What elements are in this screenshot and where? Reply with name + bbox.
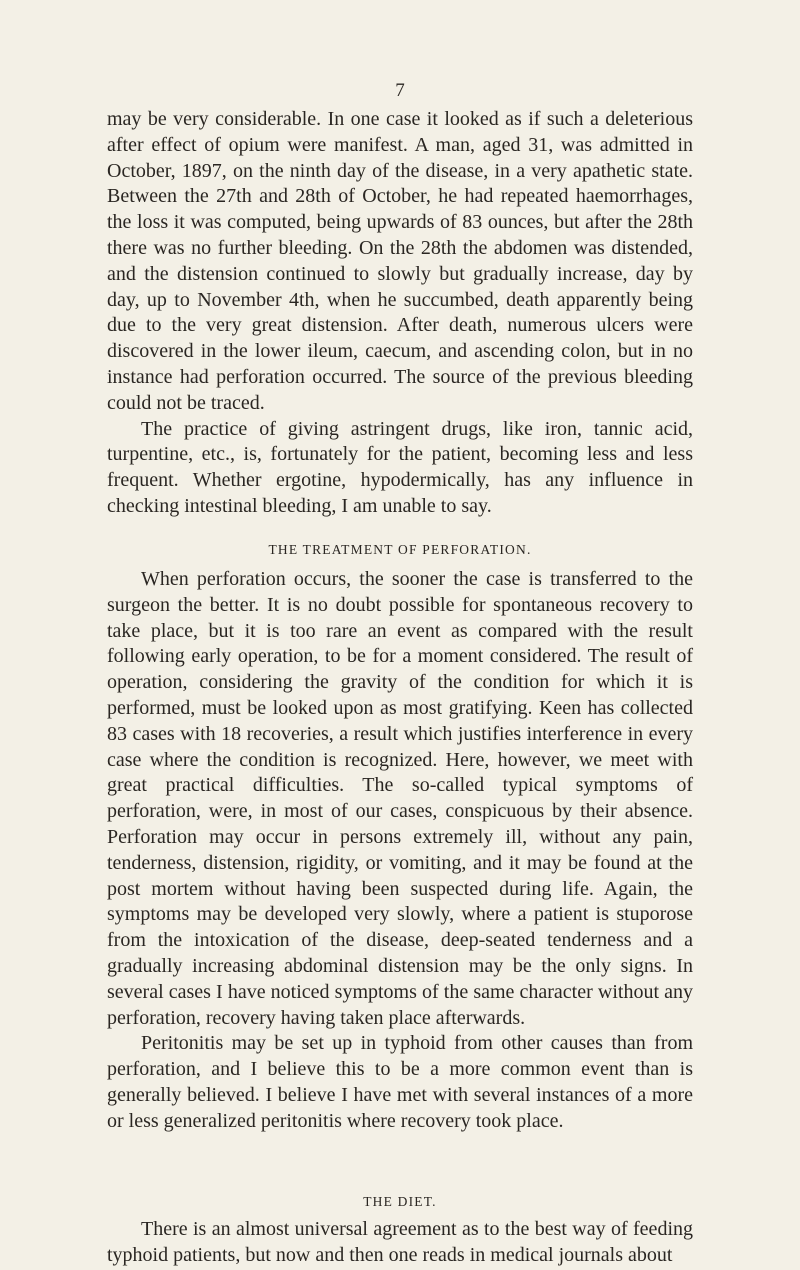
paragraph-opium-case: may be very considerable. In one case it looked as if such a deleterious after effect of opium were manifest. A man, aged 31, was admitted in October, 1897, on the ninth day of the disease, in a very apathetic state. Between the 27th and 28th of October, he had repeated haemorrhages, the loss it was computed, being upwards of 83 ounces, but after the 28th there was no further bleeding. On the 28th the abdomen was distended, and the distension continued to slowly but gradually increase, day by day, up to November 4th, when he succumbed, death apparently being due to the very great distension. After death, numerous ulcers were discovered in the lower ileum, caecum, and ascending colon, but in no instance had perforation occurred. The source of the previous bleeding could not be traced.	[107, 108, 693, 414]
text-block-perforation	[107, 567, 693, 1135]
paragraph-astringent-drugs: The practice of giving astringent drugs, like iron, tannic acid, turpentine, etc., is, fortunately for the patient, becoming less and less frequent. Whether ergotine, hypodermically, has any influence in checking intestinal bleeding, I am unable to say.	[107, 417, 693, 517]
section-heading-perforation: THE TREATMENT OF PERFORATION.	[268, 542, 532, 557]
paragraph-perforation: When perforation occurs, the sooner the case is transferred to the surgeon the better. It is no doubt possible for spontaneous recovery to take place, but it is too rare an event as compared with the result following early operation, to be for a moment considered. The result of operation, considering the gravity of the condition for which it is performed, must be looked upon as most gratifying. Keen has collected 83 cases with 18 recoveries, a result which justifies interference in every case where the condition is recognized. Here, however, we meet with great practical difficulties. The so-called typical symptoms of perforation, were, in most of our cases, conspicuous by their absence. Perforation may occur in persons extremely ill, without any pain, tenderness, distension, rigidity, or vomiting, and it may be found at the post mortem without having been suspected during life. Again, the symptoms may be developed very slowly, where a patient is stuporose from the intoxication of the disease, deep-seated tenderness and a gradually increasing abdominal distension may be the only signs. In several cases I have noticed symptoms of the same character without any perforation, recovery having taken place afterwards.	[107, 568, 693, 1029]
page-number: 7	[395, 80, 405, 101]
text-block-opium-case	[107, 107, 693, 520]
text-block-diet	[107, 1217, 693, 1269]
paragraph-peritonitis: Peritonitis may be set up in typhoid from other causes than from perforation, and I believe this to be a more common event than is generally believed. I believe I have met with several instances of a more or less generalized peritonitis where recovery took place.	[107, 1032, 693, 1132]
paragraph-diet: There is an almost universal agreement as to the best way of feeding typhoid patients, but now and then one reads in medical journals about	[107, 1218, 693, 1266]
section-heading-diet: THE DIET.	[363, 1194, 437, 1209]
